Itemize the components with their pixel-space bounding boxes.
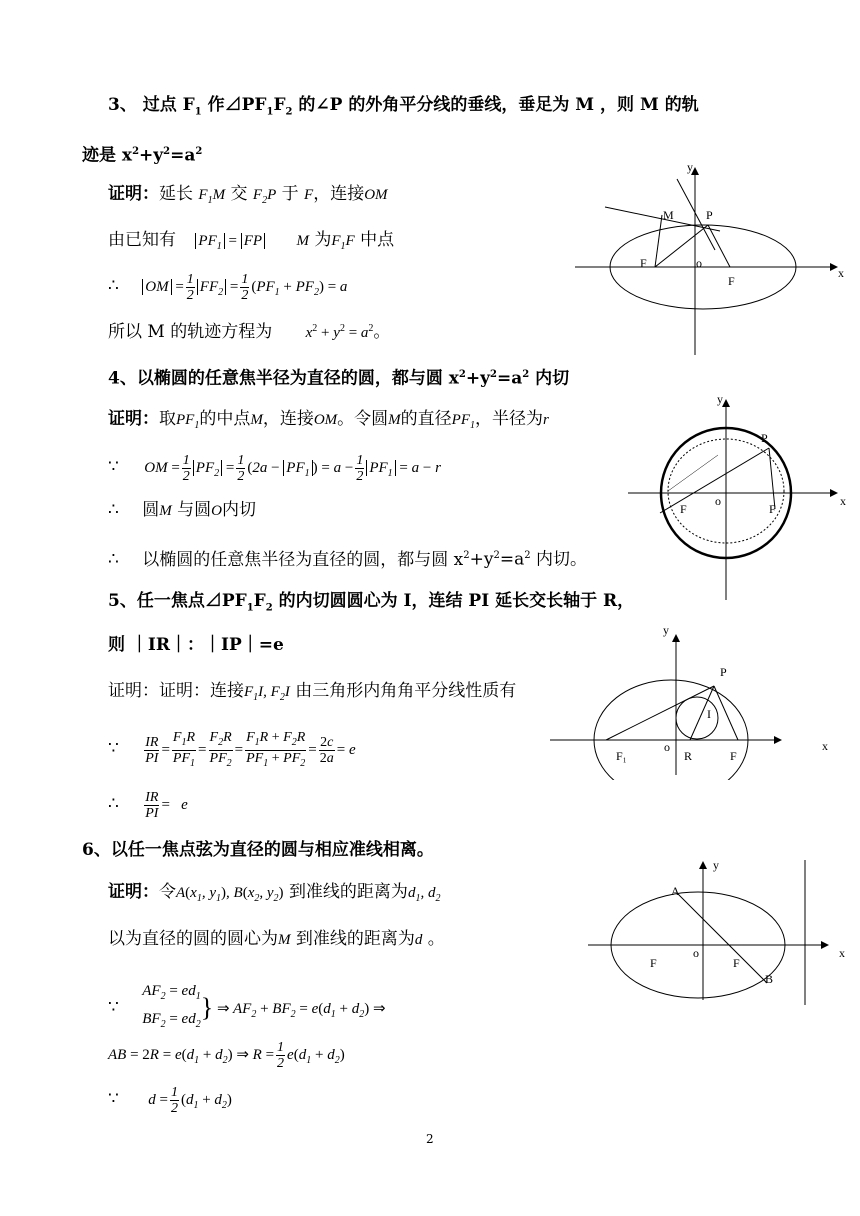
label-r: R (684, 749, 693, 763)
label-p: P (761, 431, 768, 445)
label-a: A (671, 884, 680, 898)
label-o: o (693, 946, 699, 960)
section5-conclusion: ∴ $\frac{IR}{PI}$ = e (108, 790, 188, 821)
section6-proof-line1: 证明：令$A(x_1$, $y_1$), $B(x_2$, $y_2$) 到准线的距离为$d_1$, $d_2$ (108, 882, 441, 904)
ellipse (594, 680, 748, 780)
section6-system-equation: ∵ $AF_2 = ed_1$ $BF_2 = ed_2$} ⇒ $AF_2 + BF_2 = e(d_1 + d_2)$ ⇒ (108, 983, 386, 1030)
label-p: P (706, 208, 713, 222)
figure-incircle (548, 620, 860, 780)
figure-focal-chord (585, 855, 860, 1020)
section4-because-line: ∵ OM = $\frac{1}{2}$ $PF_2$ = $\frac{1}{2}$ ($2a - PF_1$ ) = a − $\frac{1}{2}$ $PF_1 = a - r$ (108, 453, 441, 484)
figure-ellipse-perpendicular (570, 155, 860, 360)
section3-known-line: 由已知有 $PF_1$ = FP M 为$F_1F$ 中点 (108, 230, 395, 252)
label-f2: F (728, 274, 735, 288)
focal-chord (677, 893, 767, 983)
label-f2: F (730, 749, 737, 763)
label-y: y (663, 623, 669, 637)
chord-3 (769, 448, 775, 509)
section5-ratio-equation: ∵ $\frac{IR}{PI}$ = $\frac{F_1R}{PF_1}$ = $\frac{F_2R}{PF_2}$ = $\frac{F_1R + F_2R}{PF_1 + PF_2}$ = $\frac{2c}{2a}$ = e (108, 730, 356, 769)
y-axis-arrow (672, 634, 680, 642)
perpendicular (655, 215, 662, 267)
label-b: B (765, 972, 774, 986)
section5-heading-line2: 则 ｜IR｜：｜IP｜=e (108, 635, 284, 655)
y-axis-arrow (722, 399, 730, 407)
section4-proof-line1: 证明：取$PF_1$的中点M，连接OM。令圆M的直径$PF_1$，半径为r (108, 409, 549, 431)
x-axis-arrow (774, 736, 782, 744)
x-axis-arrow (830, 263, 838, 271)
section3-proof-line1: 证明：延长 $F_1M$ 交 $F_2P$ 于 F，连接OM (108, 184, 388, 206)
section6-proof-line2: 以为直径的圆的圆心为M 到准线的距离为d 。 (108, 929, 445, 949)
label-f2: F (733, 956, 740, 970)
page-number: 2 (426, 1132, 434, 1146)
section3-heading: 3、 过点 $F_1$ 作$⊿PF_1F_2$ 的∠P 的外角平分线的垂线，垂足为 M ，则 M 的轨 (108, 95, 699, 118)
label-f1: F₁ (616, 749, 627, 763)
label-f1: F (640, 256, 647, 270)
label-o: o (715, 494, 721, 508)
label-x: x (839, 946, 845, 960)
section3-om-equation: ∴ OM = $\frac{1}{2}$ $FF_2$ = $\frac{1}{2}$ $(PF_1 + PF_2) = a$ (108, 272, 348, 303)
label-i: I (707, 707, 711, 721)
label-o: o (664, 740, 670, 754)
x-axis-arrow (830, 489, 838, 497)
incircle (676, 697, 718, 739)
section3-heading-line2: 迹是 $x^2+y^2=a^2$ (82, 145, 203, 166)
section6-heading: 6、以任一焦点弦为直径的圆与相应准线相离。 (82, 840, 434, 860)
section3-result: 所以 M 的轨迹方程为 $x^2 + y^2 = a^2$。 (108, 322, 391, 342)
label-x: x (840, 494, 846, 508)
section6-ab-equation: AB = $2R = e(d_1 + d_2)$ ⇒ R = $\frac{1}{2}$ $e(d_1 + d_2)$ (108, 1040, 345, 1071)
label-o: o (696, 256, 702, 270)
label-p: P (720, 665, 727, 679)
y-axis-arrow (699, 861, 707, 869)
section4-therefore-line1: ∴ 圆M 与圆O内切 (108, 500, 256, 520)
label-y: y (713, 858, 719, 872)
label-x: x (838, 266, 844, 280)
label-f1: F (650, 956, 657, 970)
label-x: x (822, 739, 828, 753)
section4-heading: 4、以椭圆的任意焦半径为直径的圆，都与圆 $x^2+y^2=a^2$ 内切 (108, 368, 570, 389)
section4-therefore-line2: ∴ 以椭圆的任意焦半径为直径的圆，都与圆 $x^2+y^2=a^2$ 内切。 (108, 549, 588, 570)
label-f1: F (680, 502, 687, 516)
label-f2: F (769, 502, 776, 516)
label-y: y (717, 395, 723, 406)
x-axis-arrow (821, 941, 829, 949)
section5-proof-line: 证明：证明：连接$F_1I$, $F_2I$ 由三角形内角角平分线性质有 (108, 681, 517, 703)
figure-inscribed-circles (625, 395, 860, 605)
chord-1 (668, 455, 718, 491)
label-y: y (687, 160, 693, 174)
section5-heading: 5、任一焦点$⊿PF_1F_2$ 的内切圆圆心为 I，连结 PI 延长交长轴于 R， (108, 591, 635, 614)
section6-d-equation: ∵ d = $\frac{1}{2}$ $(d_1 + d_2)$ (108, 1085, 232, 1116)
label-m: M (663, 208, 674, 222)
